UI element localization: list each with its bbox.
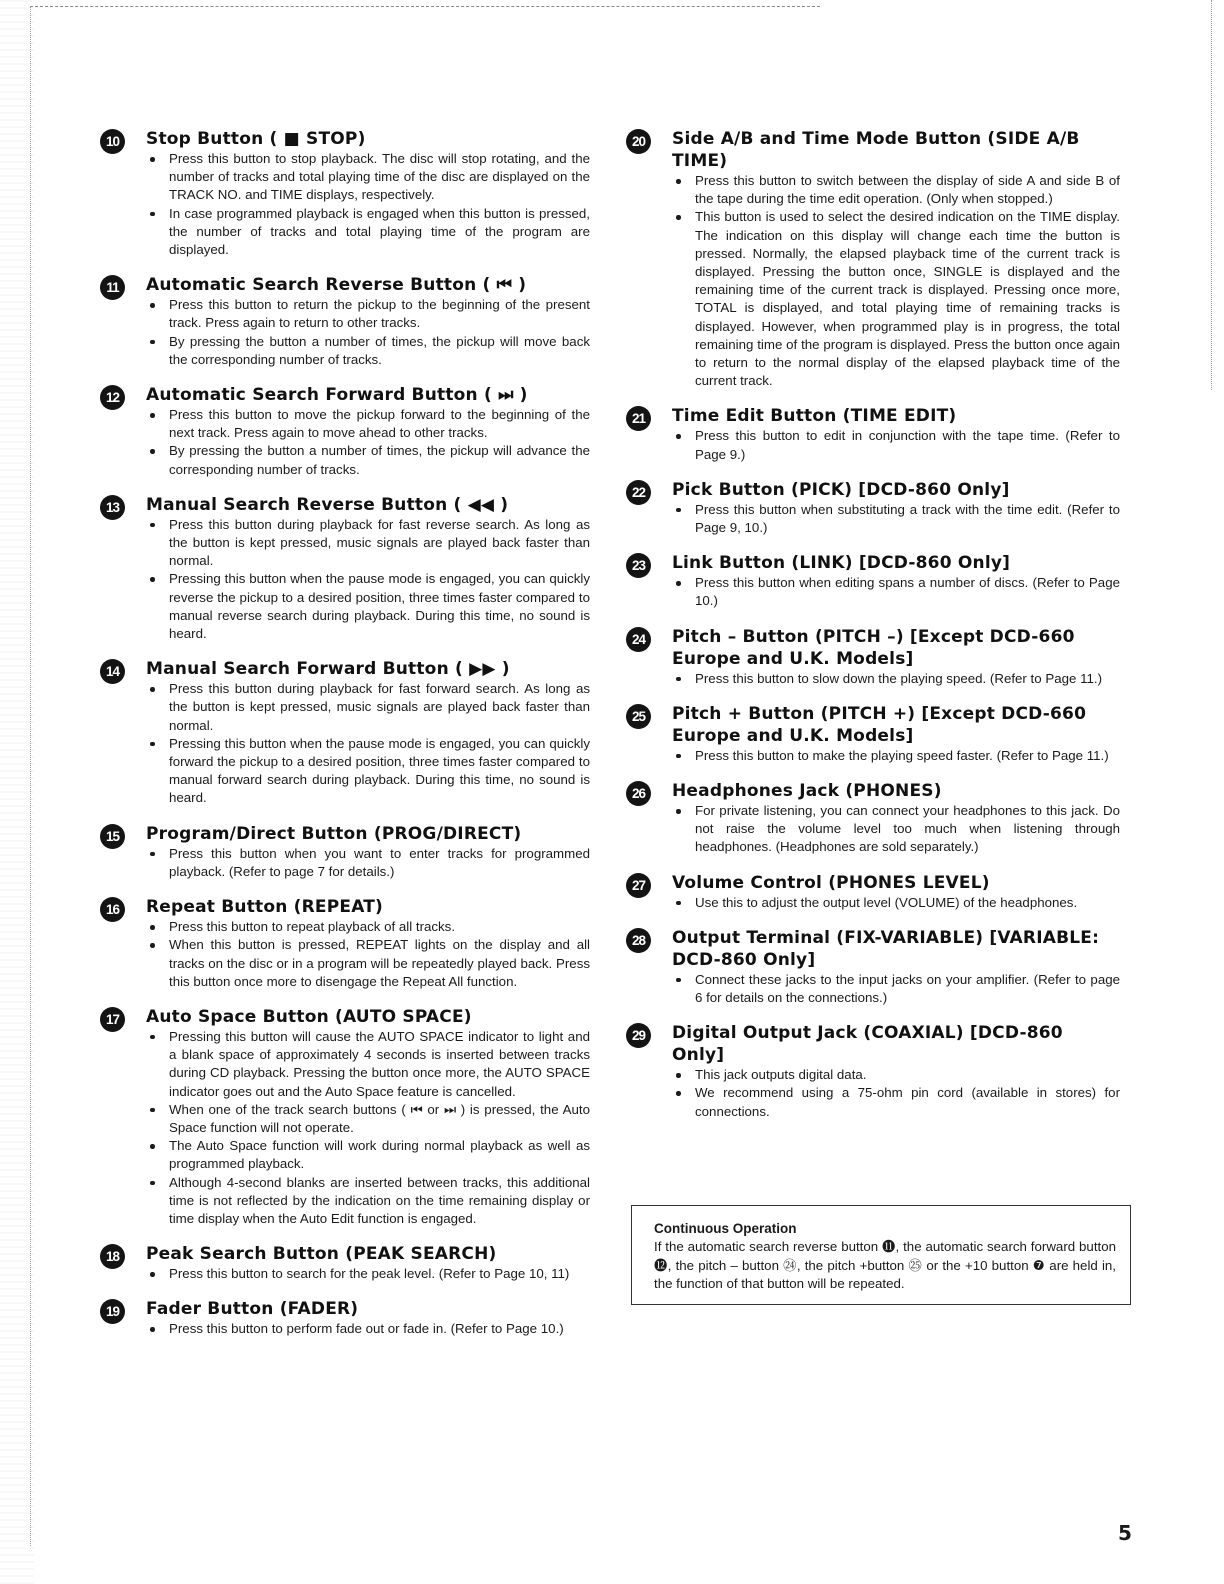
section-number-badge: 20 bbox=[626, 129, 651, 154]
scan-edge-speckle bbox=[0, 0, 34, 1584]
section-23 bbox=[626, 552, 1120, 610]
section-24 bbox=[626, 626, 1120, 688]
scan-top-border bbox=[30, 6, 820, 7]
section-number-badge: 19 bbox=[100, 1299, 125, 1324]
bullet-item: Press this button to search for the peak level. (Refer to Page 10, 11) bbox=[146, 1265, 590, 1283]
bullet-list bbox=[672, 747, 1120, 765]
bullet-list bbox=[672, 427, 1120, 463]
section-title: Headphones Jack (PHONES) bbox=[672, 781, 942, 802]
page-number: 5 bbox=[1118, 1521, 1132, 1545]
bullet-list bbox=[672, 172, 1120, 390]
bullet-list bbox=[146, 1320, 590, 1338]
section-number-badge: 16 bbox=[100, 897, 125, 922]
section-number-badge: 25 bbox=[626, 704, 651, 729]
section-title: Volume Control (PHONES LEVEL) bbox=[672, 872, 990, 893]
bullet-item: Pressing this button will cause the AUTO SPACE indicator to light and a blank space of approximately 4 seconds is inserted between tracks during CD playback. Pressing the button once more, the AUTO SPACE indicator goes out and the Auto Space feature is cancelled. bbox=[146, 1028, 590, 1101]
bullet-list bbox=[672, 971, 1120, 1007]
bullet-item: When this button is pressed, REPEAT lights on the display and all tracks on the disc or in a program will be repeatedly played back. Press this button once more to disengage the Repeat All function. bbox=[146, 936, 590, 991]
section-title: Time Edit Button (TIME EDIT) bbox=[672, 406, 957, 427]
section-title: Side A/B and Time Mode Button (SIDE A/B TIME) bbox=[672, 129, 1080, 171]
section-16 bbox=[100, 896, 590, 991]
bullet-item: Press this button to repeat playback of all tracks. bbox=[146, 918, 590, 936]
section-number-badge: 29 bbox=[626, 1023, 651, 1048]
bullet-item: Press this button to switch between the display of side A and side B of the tape during the time edit operation. (Only when stopped.) bbox=[672, 172, 1120, 208]
section-20 bbox=[626, 128, 1120, 390]
section-title: Fader Button (FADER) bbox=[146, 1299, 359, 1320]
bullet-item: This button is used to select the desired indication on the TIME display. The indication on this display will change each time the button is pressed. Normally, the elapsed playback time of the current track is displayed. Pressing the button once, SINGLE is displayed and the remaining time of the current track is displayed. Pressing once more, TOTAL is displayed, and total playing time of remaining tracks is displayed. However, when programmed play is in progress, the total remaining time of the program is displayed. Press the button once again to return to the normal display of the elapsed playback time of the current track. bbox=[672, 208, 1120, 390]
bullet-item: When one of the track search buttons ( ⏮ or ⏭ ) is pressed, the Auto Space function will not operate. bbox=[146, 1101, 590, 1137]
bullet-item: Connect these jacks to the input jacks on your amplifier. (Refer to page 6 for details on the connections.) bbox=[672, 971, 1120, 1007]
section-number-badge: 12 bbox=[100, 385, 125, 410]
bullet-list bbox=[672, 1066, 1120, 1121]
bullet-item: Press this button when you want to enter tracks for programmed playback. (Refer to page 7 for details.) bbox=[146, 845, 590, 881]
section-title: Automatic Search Forward Button ( ⏭ ) bbox=[146, 385, 528, 406]
bullet-item: We recommend using a 75-ohm pin cord (available in stores) for connections. bbox=[672, 1084, 1120, 1120]
bullet-list bbox=[146, 406, 590, 479]
section-number-badge: 13 bbox=[100, 495, 125, 520]
bullet-item: By pressing the button a number of times, the pickup will move back the corresponding number of tracks. bbox=[146, 333, 590, 369]
scan-right-border bbox=[1211, 0, 1212, 390]
section-number-badge: 23 bbox=[626, 553, 651, 578]
note-text: If the automatic search reverse button ⓫, the automatic search forward button ⓬, the pitch – button ㉔, the pitch +button ㉕ or the +10 button ❼ are held in, the function of that button will be repeated. bbox=[654, 1239, 1116, 1291]
section-number-badge: 22 bbox=[626, 480, 651, 505]
section-13 bbox=[100, 494, 590, 643]
bullet-list bbox=[146, 296, 590, 369]
bullet-list bbox=[672, 894, 1120, 912]
section-number-badge: 28 bbox=[626, 928, 651, 953]
section-number-badge: 18 bbox=[100, 1244, 125, 1269]
bullet-list bbox=[146, 150, 590, 259]
bullet-list bbox=[672, 802, 1120, 857]
bullet-list bbox=[146, 918, 590, 991]
bullet-item: Press this button to slow down the playing speed. (Refer to Page 11.) bbox=[672, 670, 1120, 688]
note-title: Continuous Operation bbox=[654, 1221, 797, 1236]
section-21 bbox=[626, 405, 1120, 463]
section-25 bbox=[626, 703, 1120, 765]
section-title: Manual Search Forward Button ( ▶▶ ) bbox=[146, 659, 510, 680]
section-number-badge: 14 bbox=[100, 659, 125, 684]
scan-left-border bbox=[30, 6, 31, 1546]
section-19 bbox=[100, 1298, 590, 1338]
section-number-badge: 24 bbox=[626, 627, 651, 652]
section-number-badge: 27 bbox=[626, 873, 651, 898]
section-title: Pick Button (PICK) [DCD-860 Only] bbox=[672, 479, 1010, 500]
bullet-item: Press this button to make the playing speed faster. (Refer to Page 11.) bbox=[672, 747, 1120, 765]
section-title: Pitch + Button (PITCH +) [Except DCD-660 Europe and U.K. Models] bbox=[672, 703, 1087, 746]
bullet-item: The Auto Space function will work during normal playback as well as programmed playback. bbox=[146, 1137, 590, 1173]
left-column bbox=[100, 128, 590, 1354]
section-title: Auto Space Button (AUTO SPACE) bbox=[146, 1006, 472, 1027]
bullet-item: Press this button to stop playback. The disc will stop rotating, and the number of tracks and total playing time of the disc are displayed on the TRACK NO. and TIME displays, respectively. bbox=[146, 150, 590, 205]
bullet-list bbox=[672, 670, 1120, 688]
section-number-badge: 15 bbox=[100, 824, 125, 849]
bullet-item: Pressing this button when the pause mode is engaged, you can quickly reverse the pickup to a desired position, three times faster compared to manual reverse search during playback. During this time, no sound is heard. bbox=[146, 570, 590, 643]
continuous-operation-note bbox=[631, 1205, 1131, 1305]
bullet-item: For private listening, you can connect your headphones to this jack. Do not raise the volume level too much when listening through headphones. (Headphones are sold separately.) bbox=[672, 802, 1120, 857]
section-number-badge: 10 bbox=[100, 129, 125, 154]
section-title: Digital Output Jack (COAXIAL) [DCD-860 Only] bbox=[672, 1023, 1063, 1066]
section-27 bbox=[626, 872, 1120, 912]
section-14 bbox=[100, 658, 590, 807]
section-title: Stop Button ( ■ STOP) bbox=[146, 129, 366, 149]
section-title: Manual Search Reverse Button ( ◀◀ ) bbox=[146, 494, 509, 515]
section-22 bbox=[626, 479, 1120, 537]
bullet-item: Press this button to edit in conjunction with the tape time. (Refer to Page 9.) bbox=[672, 427, 1120, 463]
section-number-badge: 11 bbox=[100, 275, 125, 300]
section-number-badge: 26 bbox=[626, 781, 651, 806]
section-10 bbox=[100, 128, 590, 259]
section-number-badge: 21 bbox=[626, 406, 651, 431]
bullet-list bbox=[146, 680, 590, 807]
section-26 bbox=[626, 780, 1120, 857]
bullet-item: This jack outputs digital data. bbox=[672, 1066, 1120, 1084]
bullet-list bbox=[146, 1028, 590, 1228]
section-title: Output Terminal (FIX-VARIABLE) [VARIABLE: DCD-860 Only] bbox=[672, 927, 1100, 970]
bullet-item: In case programmed playback is engaged when this button is pressed, the number of tracks and total playing time of the program are displayed. bbox=[146, 205, 590, 260]
bullet-list bbox=[146, 1265, 590, 1283]
bullet-item: Use this to adjust the output level (VOLUME) of the headphones. bbox=[672, 894, 1120, 912]
bullet-list bbox=[146, 845, 590, 881]
section-29 bbox=[626, 1022, 1120, 1121]
bullet-item: Although 4-second blanks are inserted between tracks, this additional time is not reflected by the indication on the time remaining display or time display when the Auto Edit function is engaged. bbox=[146, 1174, 590, 1229]
section-12 bbox=[100, 384, 590, 479]
section-18 bbox=[100, 1243, 590, 1283]
section-title: Repeat Button (REPEAT) bbox=[146, 897, 383, 918]
bullet-item: Press this button during playback for fast reverse search. As long as the button is kept pressed, music signals are played back faster than normal. bbox=[146, 516, 590, 571]
bullet-list bbox=[146, 516, 590, 643]
bullet-item: Press this button to perform fade out or fade in. (Refer to Page 10.) bbox=[146, 1320, 590, 1338]
section-title: Pitch – Button (PITCH –) [Except DCD-660 Europe and U.K. Models] bbox=[672, 626, 1075, 669]
section-title: Automatic Search Reverse Button ( ⏮ ) bbox=[146, 275, 527, 296]
section-number-badge: 17 bbox=[100, 1007, 125, 1032]
section-17 bbox=[100, 1006, 590, 1228]
section-28 bbox=[626, 927, 1120, 1007]
section-title: Link Button (LINK) [DCD-860 Only] bbox=[672, 553, 1011, 574]
section-title: Program/Direct Button (PROG/DIRECT) bbox=[146, 823, 522, 844]
bullet-item: Press this button during playback for fast forward search. As long as the button is kept pressed, music signals are played back faster than normal. bbox=[146, 680, 590, 735]
bullet-list bbox=[672, 574, 1120, 610]
bullet-item: Press this button when editing spans a number of discs. (Refer to Page 10.) bbox=[672, 574, 1120, 610]
section-15 bbox=[100, 823, 590, 881]
section-title: Peak Search Button (PEAK SEARCH) bbox=[146, 1244, 497, 1265]
bullet-item: Pressing this button when the pause mode is engaged, you can quickly forward the pickup to a desired position, three times faster compared to manual forward search during playback. During this time, no sound is heard. bbox=[146, 735, 590, 808]
bullet-item: By pressing the button a number of times, the pickup will advance the corresponding number of tracks. bbox=[146, 442, 590, 478]
bullet-list bbox=[672, 501, 1120, 537]
right-column bbox=[626, 128, 1120, 1136]
bullet-item: Press this button to move the pickup forward to the beginning of the next track. Press again to move ahead to other tracks. bbox=[146, 406, 590, 442]
bullet-item: Press this button when substituting a track with the time edit. (Refer to Page 9, 10.) bbox=[672, 501, 1120, 537]
bullet-item: Press this button to return the pickup to the beginning of the present track. Press again to return to other tracks. bbox=[146, 296, 590, 332]
section-11 bbox=[100, 274, 590, 369]
